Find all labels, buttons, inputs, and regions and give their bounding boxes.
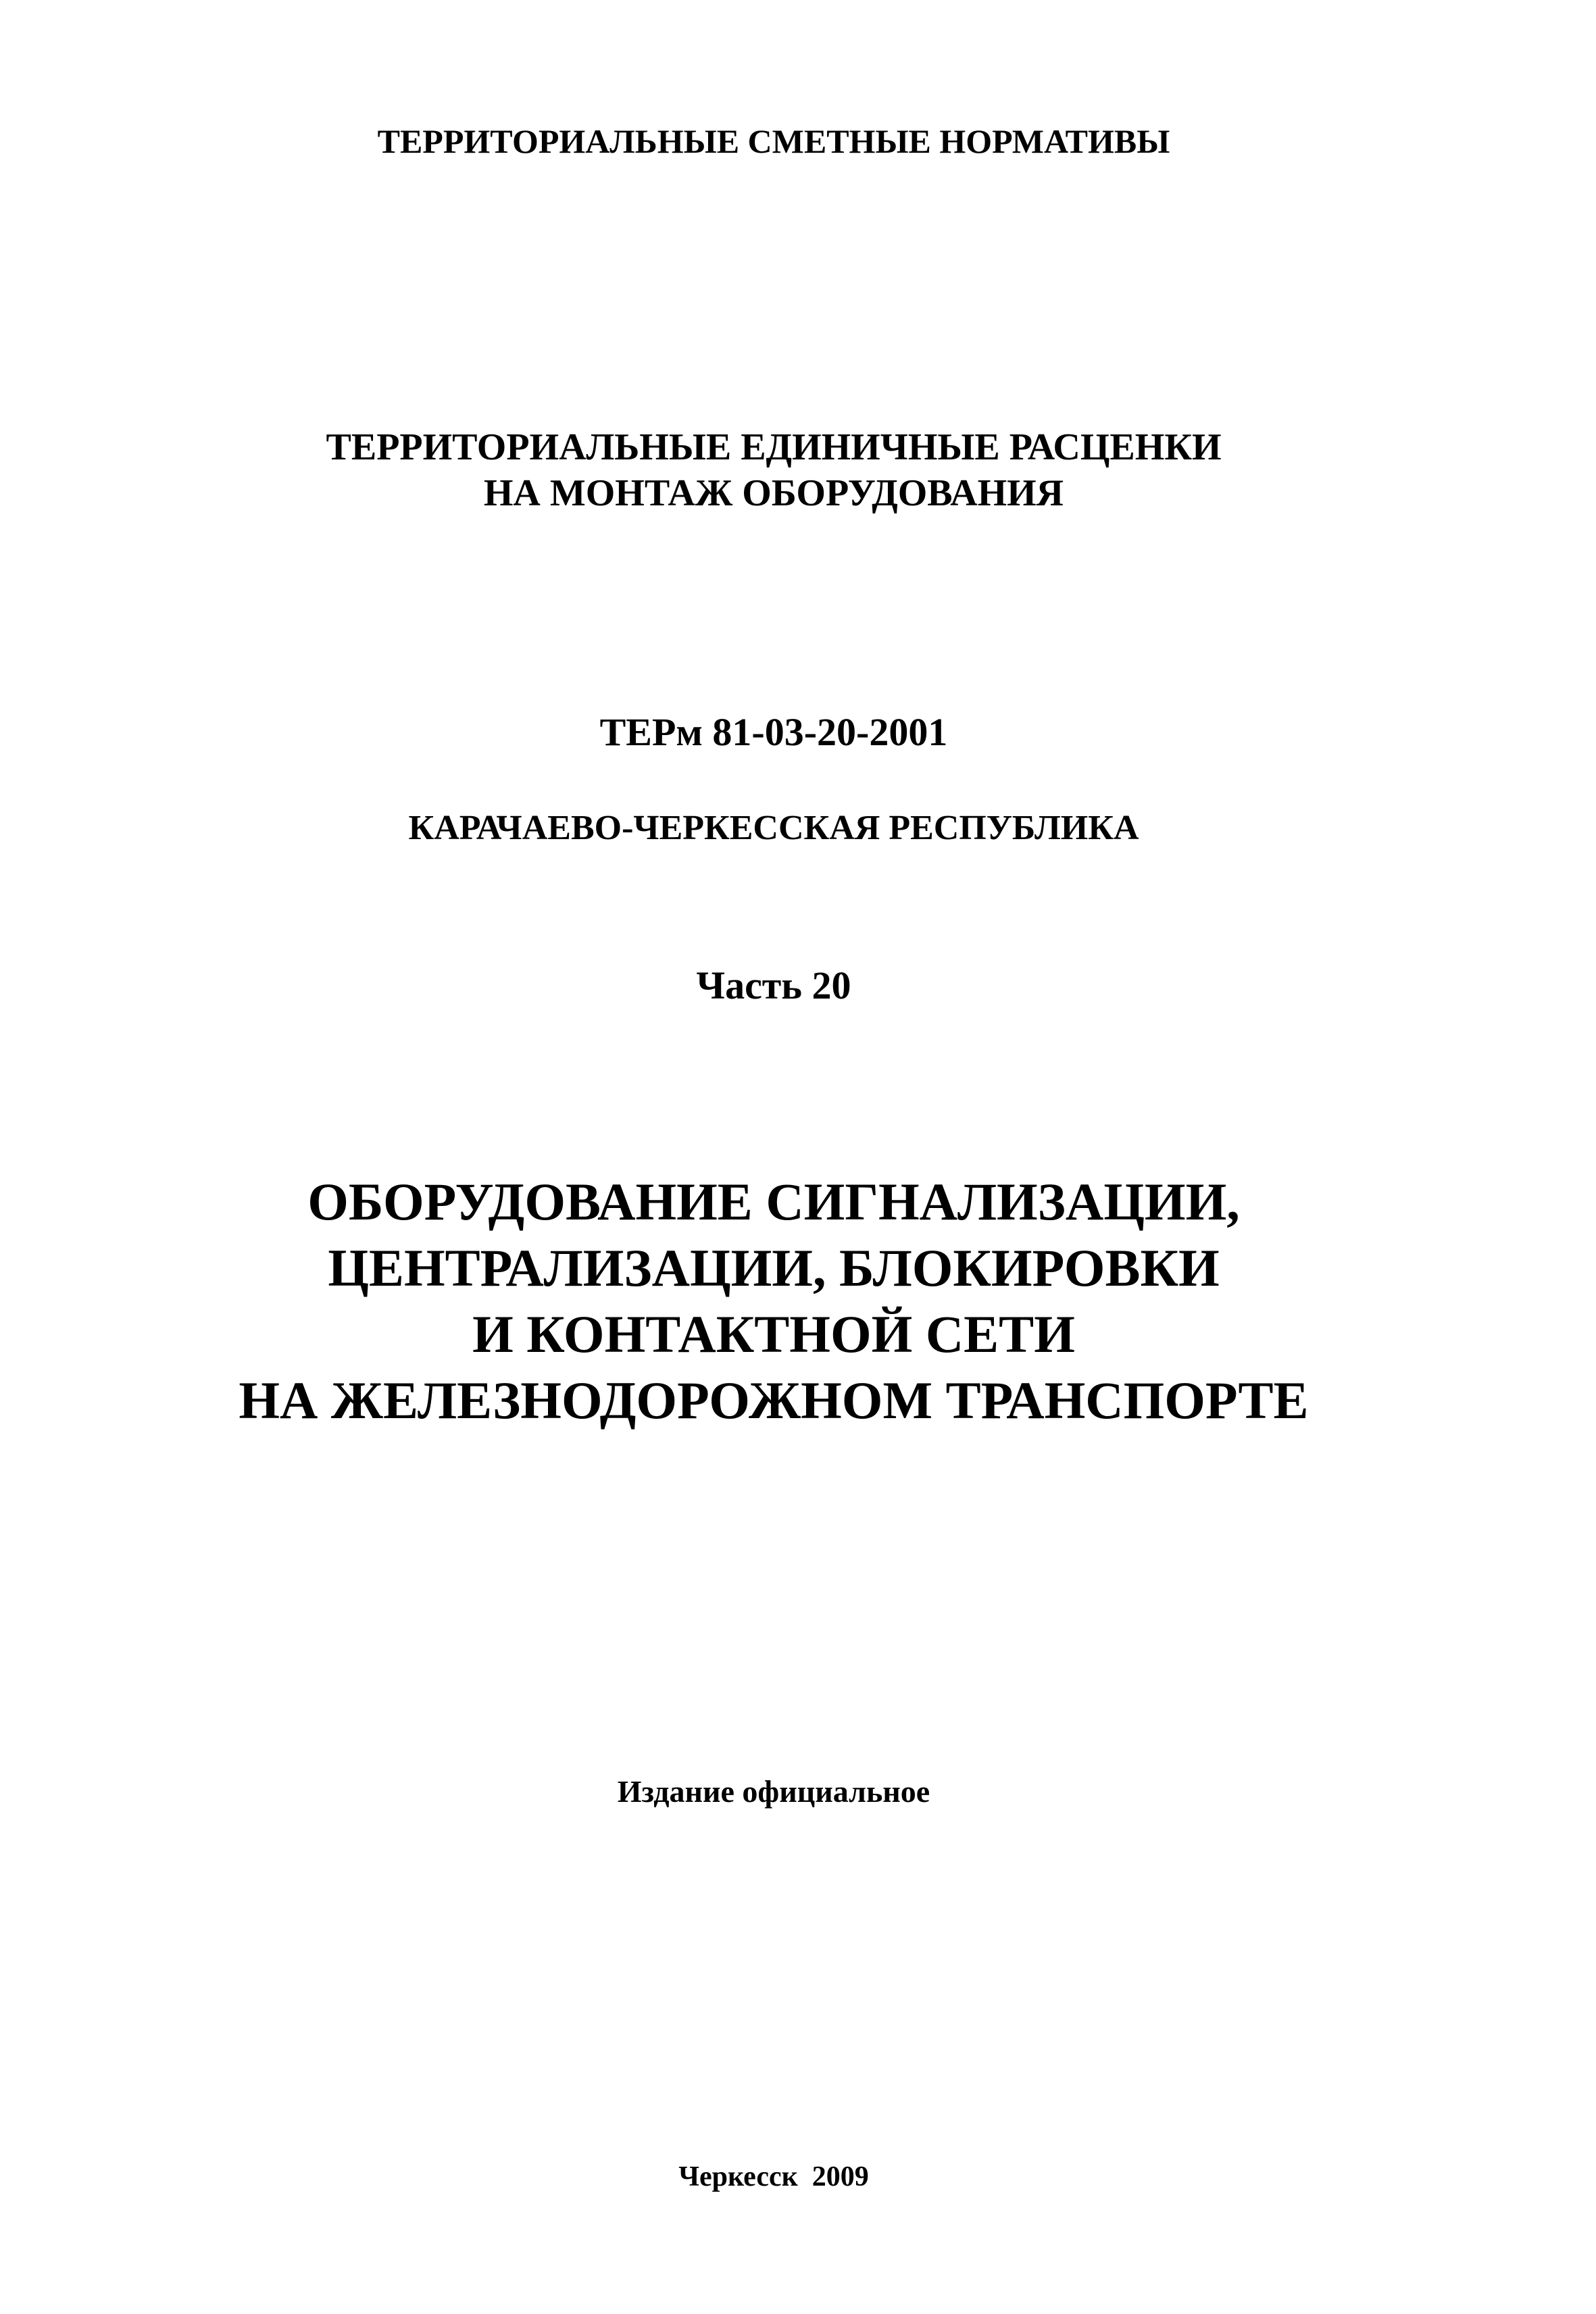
subject-title-line: И КОНТАКТНОЙ СЕТИ <box>472 1305 1075 1363</box>
document-code: ТЕРм 81-03-20-2001 <box>599 710 948 754</box>
collection-title-line: НА МОНТАЖ ОБОРУДОВАНИЯ <box>483 472 1064 514</box>
imprint-place-year: Черкесск 2009 <box>678 2161 869 2192</box>
series-heading: ТЕРРИТОРИАЛЬНЫЕ СМЕТНЫЕ НОРМАТИВЫ <box>377 122 1170 160</box>
subject-title-line: ОБОРУДОВАНИЕ СИГНАЛИЗАЦИИ, <box>307 1172 1240 1231</box>
edition-note: Издание официальное <box>617 1774 930 1809</box>
collection-title-line: ТЕРРИТОРИАЛЬНЫЕ ЕДИНИЧНЫЕ РАСЦЕНКИ <box>326 426 1222 468</box>
subject-title <box>0 1169 1547 1434</box>
region-name: КАРАЧАЕВО-ЧЕРКЕССКАЯ РЕСПУБЛИКА <box>408 809 1139 847</box>
collection-title <box>0 424 1547 516</box>
subject-title-line: НА ЖЕЛЕЗНОДОРОЖНОМ ТРАНСПОРТЕ <box>239 1371 1309 1430</box>
subject-title-line: ЦЕНТРАЛИЗАЦИИ, БЛОКИРОВКИ <box>328 1238 1220 1297</box>
part-number: Часть 20 <box>696 963 851 1007</box>
